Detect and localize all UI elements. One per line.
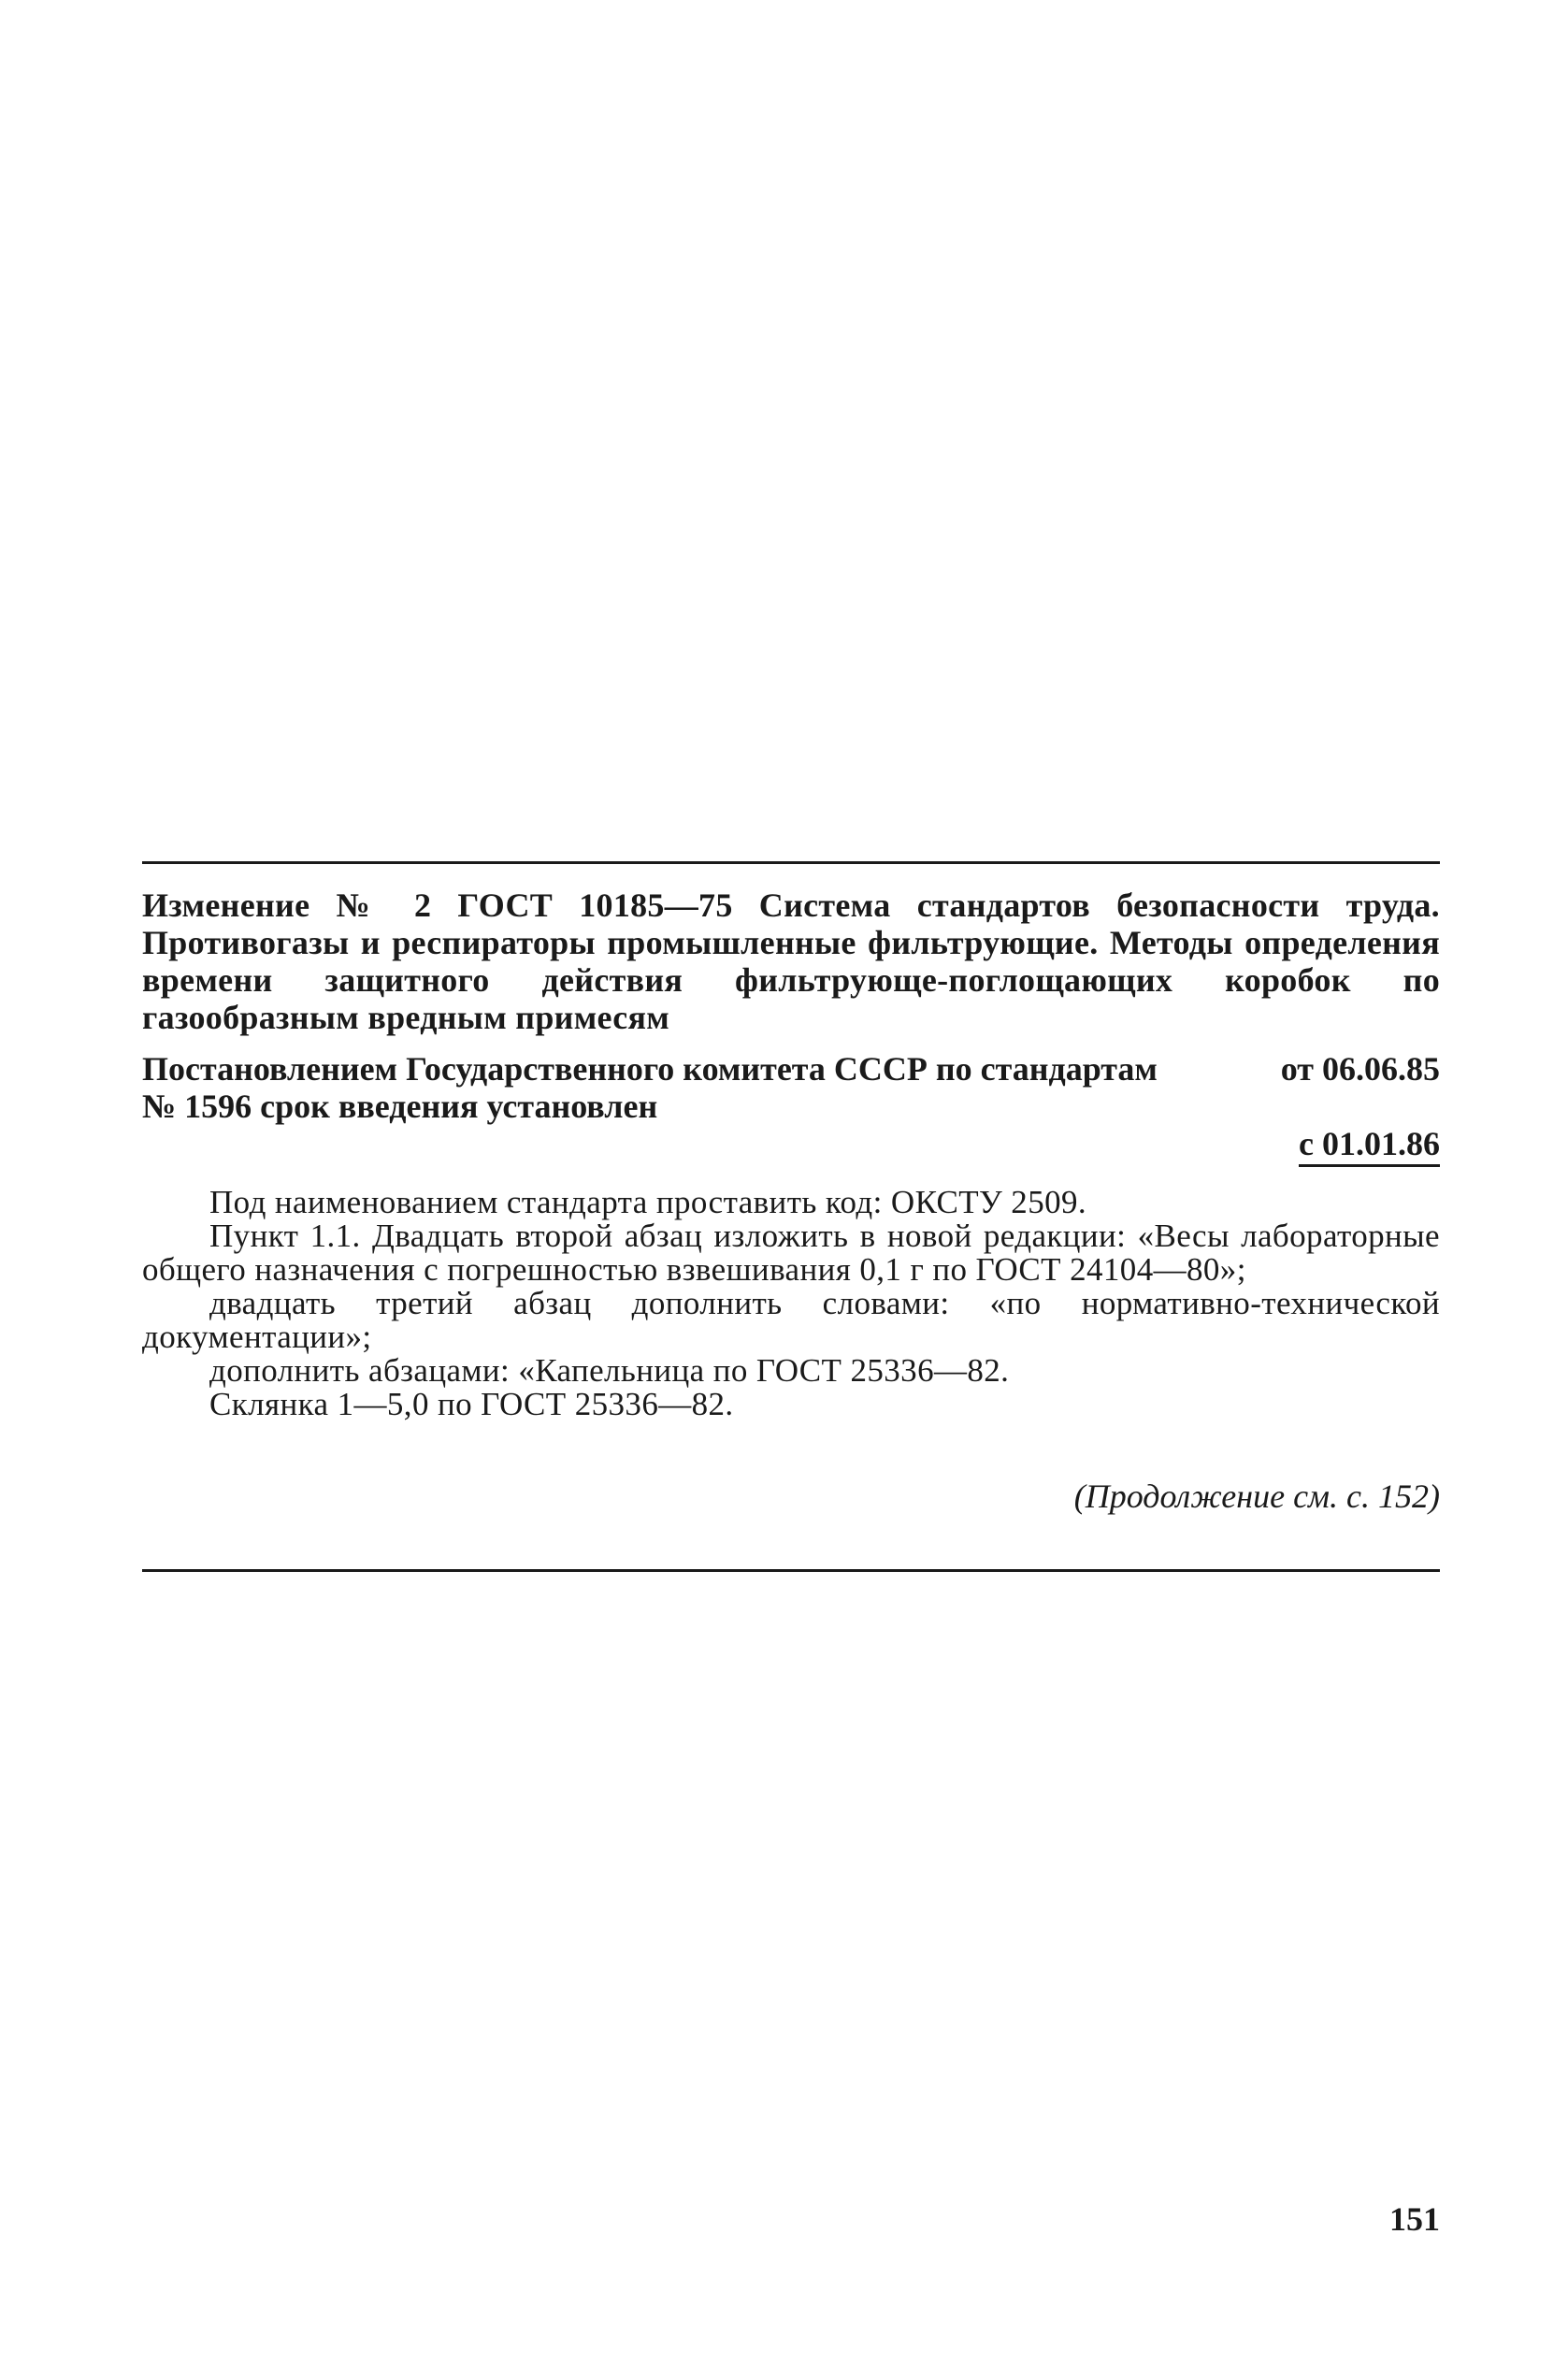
body-paragraph-flask: Склянка 1—5,0 по ГОСТ 25336—82. [209, 1386, 734, 1422]
body-paragraph-add: дополнить абзацами: «Капельница по ГОСТ 25336—82. [209, 1352, 1010, 1389]
effective-date: с 01.01.86 [1299, 1125, 1440, 1167]
bottom-divider [142, 1569, 1440, 1572]
decree-authority: Постановлением Государственного комитета СССР по стандартам [142, 1050, 1158, 1088]
decree-line-2: № 1596 срок введения установлен [142, 1088, 658, 1125]
body-paragraph-item-1-1: Пункт 1.1. Двадцать второй абзац изложить в новой редакции: «Весы лабораторные общего назначения с погрешностью взвешивания 0,1 г по ГОСТ 24104—80»; [142, 1218, 1440, 1288]
body-paragraph-code: Под наименованием стандарта проставить код: ОКСТУ 2509. [209, 1184, 1087, 1220]
decree-block [142, 1050, 1440, 1162]
page-number: 151 [1389, 2200, 1440, 2238]
body-paragraph-twenty-third: двадцать третий абзац дополнить словами: «по нормативно-технической документации»; [142, 1285, 1440, 1355]
amendment-body [142, 1186, 1440, 1421]
continuation-note: (Продолжение см. с. 152) [1073, 1478, 1440, 1515]
top-divider [142, 861, 1440, 864]
decree-line-1 [142, 1050, 1440, 1088]
decree-date: от 06.06.85 [1280, 1050, 1440, 1088]
amendment-heading: Изменение № 2 ГОСТ 10185—75 Система стандартов безопасности труда. Противогазы и респираторы промышленные фильтрующие. Методы определения времени защитного действия фильтрующе-поглощающих коробок по газообразным вредным примесям [142, 886, 1440, 1036]
